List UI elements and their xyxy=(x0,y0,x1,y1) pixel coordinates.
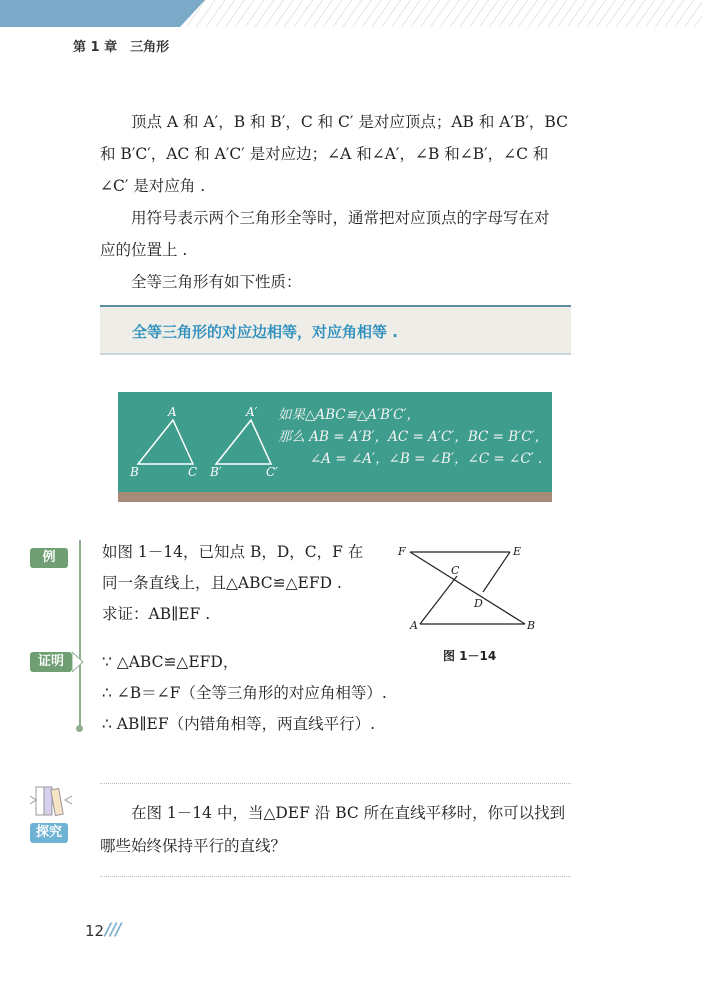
text-line: 如果△ABC≌△A′B′C′， xyxy=(278,407,421,423)
example-rule xyxy=(79,540,81,728)
example-problem xyxy=(102,537,363,630)
label-C: C xyxy=(188,465,198,479)
text-line: ∴ ∠B＝∠F（全等三角形的对应角相等）. xyxy=(102,684,387,702)
divider-top xyxy=(100,783,571,784)
text-line: ∵ △ABC≌△EFD， xyxy=(102,653,239,671)
text-line: 应的位置上 . xyxy=(100,241,188,259)
header-band xyxy=(0,0,702,27)
property-box xyxy=(100,305,571,355)
text-line: 在图 1－14 中，当△DEF 沿 BC 所在直线平移时，你可以找到 xyxy=(131,804,566,822)
label-A: A xyxy=(168,405,177,419)
text-line: 全等三角形有如下性质： xyxy=(131,273,302,291)
divider-bottom xyxy=(100,876,571,877)
text-line: 用符号表示两个三角形全等时，通常把对应顶点的字母写在对 xyxy=(131,209,550,227)
text-line: ∠A = ∠A′，∠B = ∠B′，∠C = ∠C′ . xyxy=(310,451,543,467)
triangles-diagram xyxy=(118,392,278,492)
text-line: 和 B′C′，AC 和 A′C′ 是对应边；∠A 和∠A′，∠B 和∠B′，∠C 和 xyxy=(100,145,549,163)
label-F: F xyxy=(398,545,406,558)
label-D: D xyxy=(474,597,483,610)
chapter-title: 第 1 章 三角形 xyxy=(73,40,170,55)
label-E: E xyxy=(513,545,522,558)
text-line: 哪些始终保持平行的直线？ xyxy=(100,837,287,855)
text-line: ∴ AB∥EF（内错角相等，两直线平行）. xyxy=(102,715,376,733)
congruence-statement xyxy=(278,404,548,470)
proof-arrow-icon xyxy=(72,652,84,672)
paragraph-correspondence xyxy=(100,106,575,298)
rule-end-dot xyxy=(76,725,83,732)
explore-tag: 探究 xyxy=(30,823,68,843)
label-B-prime: B′ xyxy=(210,465,222,479)
figure-1-14 xyxy=(395,540,545,640)
text-line: 那么 AB = A′B′，AC = A′C′，BC = B′C′， xyxy=(278,429,549,445)
label-A: A xyxy=(410,619,418,632)
proof-tag: 证明 xyxy=(30,652,72,672)
label-C: C xyxy=(451,564,460,577)
example-tag: 例 xyxy=(30,548,68,568)
blackboard-ledge xyxy=(118,492,552,502)
property-text: 全等三角形的对应边相等，对应角相等 . xyxy=(132,323,398,341)
text-line: 如图 1－14，已知点 B，D，C，F 在 xyxy=(102,543,364,561)
figure-caption: 图 1－14 xyxy=(443,649,497,663)
proof-body xyxy=(102,647,387,740)
label-A-prime: A′ xyxy=(246,405,258,419)
label-B: B xyxy=(130,465,139,479)
text-line: 求证：AB∥EF . xyxy=(102,605,211,623)
text-line: 顶点 A 和 A′，B 和 B′，C 和 C′ 是对应顶点；AB 和 A′B′，BC xyxy=(131,113,568,131)
text-line: 同一条直线上，且△ABC≌△EFD . xyxy=(102,574,342,592)
page-number: 12 xyxy=(85,922,105,940)
text-line: ∠C′ 是对应角 . xyxy=(100,177,206,195)
page-number-decoration: /// xyxy=(105,920,121,940)
label-B: B xyxy=(527,619,536,632)
books-icon xyxy=(28,784,74,818)
blackboard xyxy=(118,392,552,492)
label-C-prime: C′ xyxy=(266,465,278,479)
explore-question xyxy=(100,797,575,863)
